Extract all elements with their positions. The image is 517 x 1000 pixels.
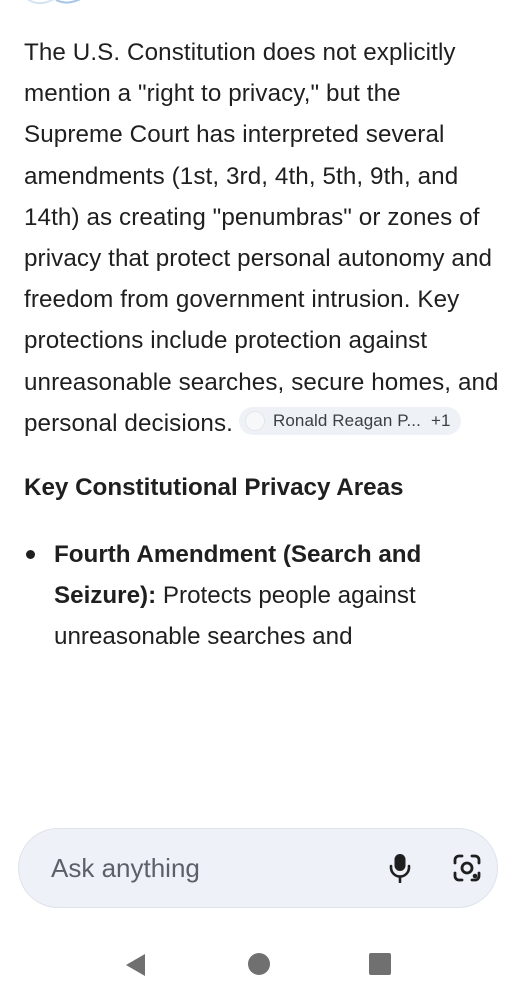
back-triangle-icon[interactable] <box>123 952 147 983</box>
bullet-dot-icon <box>26 550 35 559</box>
list-item <box>24 534 500 658</box>
source-chip-label: Ronald Reagan P... <box>272 411 421 431</box>
microphone-icon[interactable] <box>388 852 412 884</box>
ask-bar <box>18 828 498 908</box>
source-chip[interactable] <box>239 407 461 435</box>
home-circle-icon[interactable] <box>247 952 271 981</box>
camera-lens-icon[interactable] <box>452 852 482 884</box>
source-chip-count: +1 <box>430 411 451 431</box>
bullet-title: Fourth Amendment (Search and Seizure): <box>54 540 422 609</box>
recents-square-icon[interactable] <box>368 952 392 981</box>
intro-paragraph <box>24 32 500 444</box>
section-heading: Key Constitutional Privacy Areas <box>24 474 404 502</box>
bullet-text: Protects people against unreasonable searches and <box>54 581 416 650</box>
bullet-list <box>24 534 500 658</box>
scroll-fade <box>0 780 517 830</box>
ask-input[interactable] <box>49 847 388 889</box>
system-navigation-bar <box>0 930 517 1000</box>
decorative-fragment-icon <box>22 0 86 8</box>
response-content <box>24 32 500 657</box>
source-favicon-icon <box>245 411 265 431</box>
intro-text: The U.S. Constitution does not explicitly mention a "right to privacy," but the Supreme Court has interpreted several amendments (1st, 3rd, 4th, 5th, 9th, and 14th) as creating "penumbras" or zones of privacy that protect personal autonomy and freedom from government intrusion. Key protections include protection against unreasonable searches, secure homes, and personal decisions. <box>24 39 499 437</box>
